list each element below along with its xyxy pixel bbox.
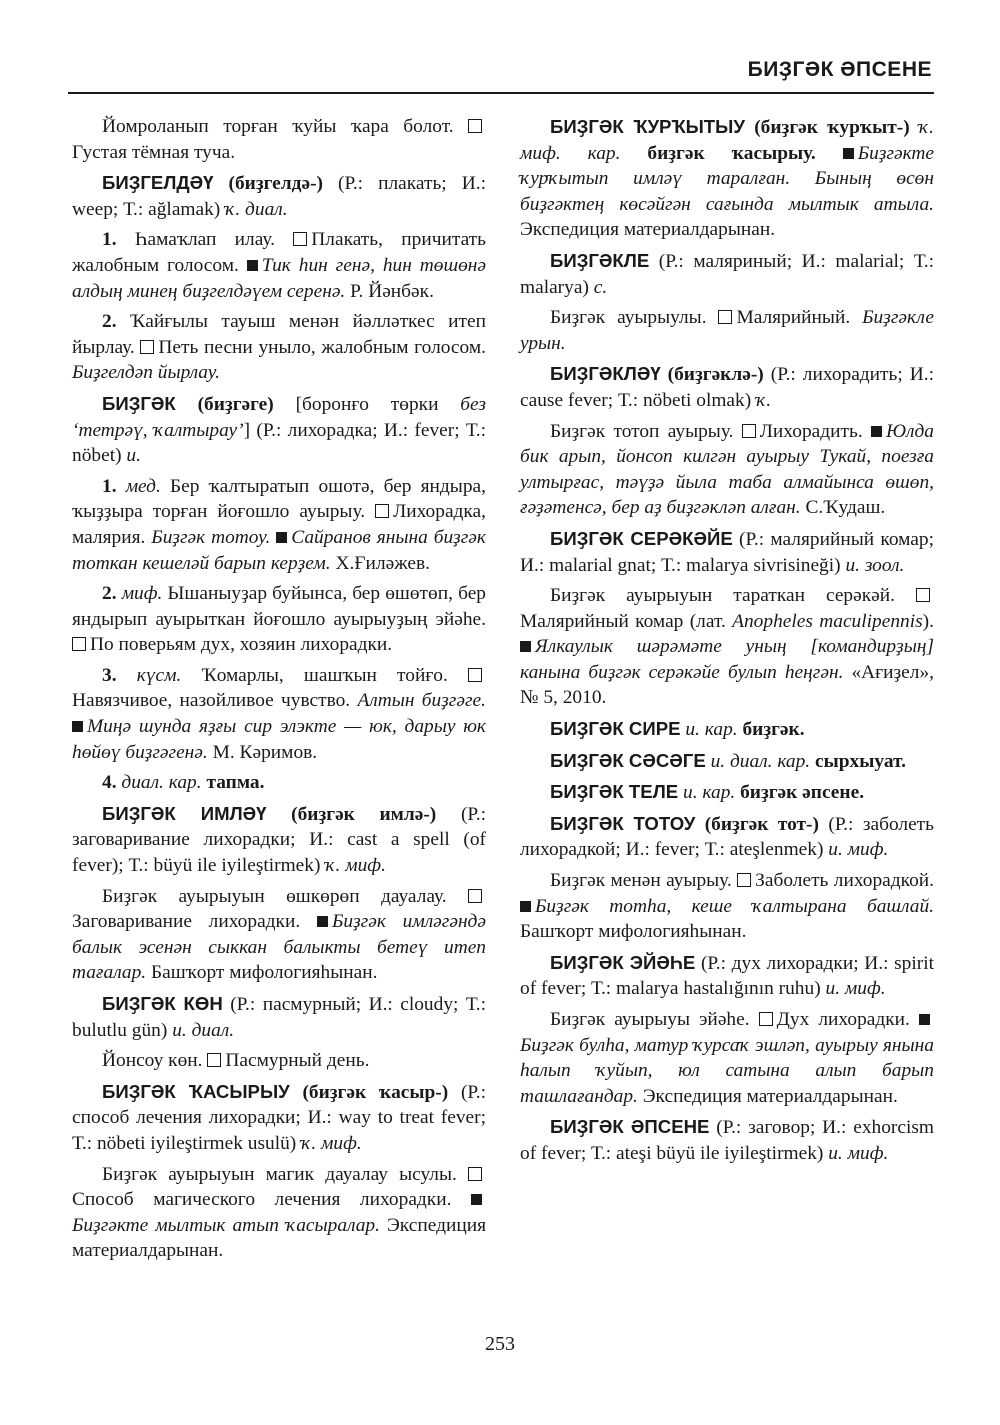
headword: БИҘГӘК ҠУРҠЫТЫУ <box>550 116 745 137</box>
example-marker-icon <box>843 148 854 159</box>
sense: 1. Һамаҡлап илау. Плакать, причитать жалобным голосом. Тик һин генә, һин төшөнә алдың минең биҙгелдәүем серенә. Р. Йәнбәк. <box>72 229 486 302</box>
russian-marker-icon <box>468 889 482 903</box>
example-marker-icon <box>72 721 83 732</box>
headword: БИҘГӘКЛӘҮ <box>550 363 661 385</box>
headword: БИҘГӘК КӨН <box>102 993 223 1014</box>
russian-marker-icon <box>293 232 307 246</box>
headword: БИҘГӘК ӘПСЕНЕ <box>550 1116 710 1138</box>
entry-bizgak-tele: БИҘГӘК ТЕЛЕ и. кар. биҙгәк әпсене. <box>550 781 865 804</box>
headword: БИҘГӘК СИРЕ <box>550 718 681 740</box>
headword: БИҘГӘК ҠАСЫРЫУ <box>102 1080 290 1102</box>
russian-marker-icon <box>742 424 756 438</box>
entry-bizgak-serakaye: БИҘГӘК СЕРӘКӘЙЕ (Р.: малярийный комар; И.: malarial gnat; Т.: malarya sivrisineği) и. зоол. <box>520 527 934 576</box>
definition: Биҙгәк тотоп ауырыу. Лихорадить. Юлда бик арып, йонсоп килгән ауырыу Тукай, поезға ултырғас, тәүҙә йыла таба алмайынса өшөп, ғәҙәтенсә, бер аҙ биҙгәкләп алған. С.Ҡудаш. <box>520 420 934 519</box>
entry-bizgak-apsene: БИҘГӘК ӘПСЕНЕ (Р.: заговор; И.: exhorcism of fever; Т.: ateşi büyü ile iyileştirmek) и. миф. <box>520 1116 934 1164</box>
headword: БИҘГӘК ТЕЛЕ <box>550 781 679 803</box>
sense: 2. миф. Ышаныуҙар буйынса, бер өшөтөп, бер яндырып ауырыткан йоғошло ауырыуҙың эйәһе. По поверьям дух, хозяин лихорадки. <box>72 583 486 656</box>
russian-marker-icon <box>718 310 732 324</box>
headword: БИҘГӘК ТОТОУ <box>550 812 696 834</box>
entry-bizgak: БИҘГӘК (биҙгәге) [боронғо төрки без ‘тетрәү, ҡалтырау’] (Р.: лихорадка; И.: fever; Т.: nöbet) и. <box>72 392 486 467</box>
entry-bizgak-sire: БИҘГӘК СИРЕ и. кар. биҙгәк. <box>550 718 805 741</box>
entry-bizgak-kurkytyu: БИҘГӘК ҠУРҠЫТЫУ (биҙгәк ҡурҡыт-) ҡ. миф. кар. биҙгәк ҡасырыу. Биҙгәкте ҡурҡытып имләү таралған. Бының өсөн биҙгәктең көсәйгән сағында мылтык атыла. Экспедиция материалдарынан. <box>520 116 934 241</box>
definition: Биҙгәк ауырыуын тараткан серәкәй. Малярийный комар (лат. Anopheles maculipennis). Ялкаулык шәрәмәте уның [командирҙың] канына биҙгәк серәкәйе булып һеңгән. «Ағиҙел», № 5, 2010. <box>520 585 934 709</box>
russian-marker-icon <box>72 637 86 651</box>
russian-marker-icon <box>140 340 154 354</box>
definition: Йонсоу көн. Пасмурный день. <box>102 1050 370 1072</box>
headword: БИҘГӘК ЭЙӘҺЕ <box>550 951 696 973</box>
example-marker-icon <box>919 1014 930 1025</box>
russian-marker-icon <box>916 588 930 602</box>
russian-marker-icon <box>737 873 751 887</box>
right-column <box>520 114 934 1172</box>
definition: Биҙгәк ауырыулы. Малярийный. Биҙгәкле урын. <box>520 307 934 354</box>
entry-bizgak-sasage: БИҘГӘК СӘСӘГЕ и. диал. кар. сырхыуат. <box>550 749 906 772</box>
headword: БИҘГӘК СЕРӘКӘЙЕ <box>550 527 733 549</box>
headword: БИҘГЕЛДӘҮ <box>102 172 214 194</box>
entry-bizgaklau: БИҘГӘКЛӘҮ (биҙгәклә-) (Р.: лихорадить; И.: cause fever; Т.: nöbeti olmak) ҡ. <box>520 363 934 411</box>
entry-bizgakle: БИҘГӘКЛЕ (Р.: маляриный; И.: malarial; Т.: malarya) с. <box>520 249 934 298</box>
russian-marker-icon <box>759 1012 773 1026</box>
entry-biz-geldau: БИҘГЕЛДӘҮ (биҙгелдә-) (Р.: плакать; И.: weep; Т.: ağlamak) ҡ. диал. <box>72 172 486 220</box>
entry-continuation: Йомроланып торған ҡуйы ҡара болот. Густая тёмная туча. <box>72 114 486 165</box>
entry-bizgak-imlau: БИҘГӘК ИМЛӘҮ (биҙгәк имлә-) (Р.: заговаривание лихорадки; И.: cast a spell (of fever); Т.: büyü ile iyileştirmek) ҡ. миф. <box>72 802 486 877</box>
example-marker-icon <box>520 641 531 652</box>
definition: Биҙгәк менән ауырыу. Заболеть лихорадкой. Биҙгәк тотһа, кеше ҡалтырана башлай. Башҡорт мифологияһынан. <box>520 870 934 943</box>
example-marker-icon <box>276 532 287 543</box>
page-number: 253 <box>485 1333 515 1355</box>
entry-bizgak-kasyryu: БИҘГӘК ҠАСЫРЫУ (биҙгәк ҡасыр-) (Р.: способ лечения лихорадки; И.: way to treat fever; Т.: nöbeti iyileştirmek usulü) ҡ. миф. <box>72 1080 486 1154</box>
header-rule <box>68 92 934 94</box>
headword: БИҘГӘК СӘСӘГЕ <box>550 749 706 771</box>
example-marker-icon <box>247 260 258 271</box>
russian-marker-icon <box>468 1167 482 1181</box>
headword: БИҘГӘК ИМЛӘҮ <box>102 802 267 824</box>
entry-bizgak-ayahe: БИҘГӘК ЭЙӘҺЕ (Р.: дух лихорадки; И.: spirit of fever; Т.: malarya hastalığının ruhu) и. миф. <box>520 951 934 1000</box>
definition: Биҙгәк ауырыуын өшкөрөп дауалау. Заговаривание лихорадки. Биҙгәк имләгәндә балык эсенән сыккан балыкты бетеү итеп тағалар. Башҡорт мифологияһынан. <box>72 885 486 984</box>
russian-marker-icon <box>468 119 482 133</box>
sense: 1. мед. Бер ҡалтыратып ошотә, бер яндыра, ҡыҙҙыра торған йоғошло ауырыу. Лихорадка, малярия. Биҙгәк тотоу. Сайранов янына биҙгәк тоткан кешеләй барып керҙем. Х.Ғиләжев. <box>72 475 486 574</box>
example-marker-icon <box>520 901 531 912</box>
headword: БИҘГӘКЛЕ <box>550 249 650 271</box>
entry-bizgak-kon: БИҘГӘК КӨН (Р.: пасмурный; И.: cloudy; Т.: bulutlu gün) и. диал. <box>72 993 486 1041</box>
russian-marker-icon <box>375 504 389 518</box>
sense: 2. Ҡайғылы тауыш менән йәлләткес итеп йырлау. Петь песни уныло, жалобным голосом. Биҙгелдәп йырлау. <box>72 311 487 384</box>
example-marker-icon <box>317 916 328 927</box>
example-marker-icon <box>471 1194 482 1205</box>
russian-marker-icon <box>207 1053 221 1067</box>
sense: 4. диал. кар. тапма. <box>102 772 265 794</box>
russian-marker-icon <box>468 668 482 682</box>
running-head: БИҘГӘК ӘПСЕНЕ <box>747 58 932 81</box>
headword: БИҘГӘК <box>102 392 176 414</box>
example-marker-icon <box>871 426 882 437</box>
definition: Биҙгәк ауырыуы эйәһе. Дух лихорадки. Биҙгәк булһа, матур ҡурсаҡ эшләп, ауырыу янына һалып ҡуйып, юл сатына алып барып ташлағандар. Экспедиция материалдарынан. <box>520 1009 934 1107</box>
definition: Биҙгәк ауырыуын магик дауалау ысулы. Способ магического лечения лихорадки. Биҙгәкте мылтык атып ҡасыралар. Экспедиция материалдарынан. <box>72 1163 486 1262</box>
left-column <box>72 114 486 1269</box>
entry-bizgak-totou: БИҘГӘК ТОТОУ (биҙгәк тот-) (Р.: заболеть лихорадкой; И.: fever; Т.: ateşlenmek) и. миф. <box>520 812 934 861</box>
sense: 3. күсм. Ҡомарлы, шашҡын тойғо. Навязчивое, назойливое чувство. Алтын биҙгәге. Миңә шунда яҙғы сир элэкте — юк, дарыу юк һөйөү биҙгәгенә. М. Кәримов. <box>72 664 486 763</box>
